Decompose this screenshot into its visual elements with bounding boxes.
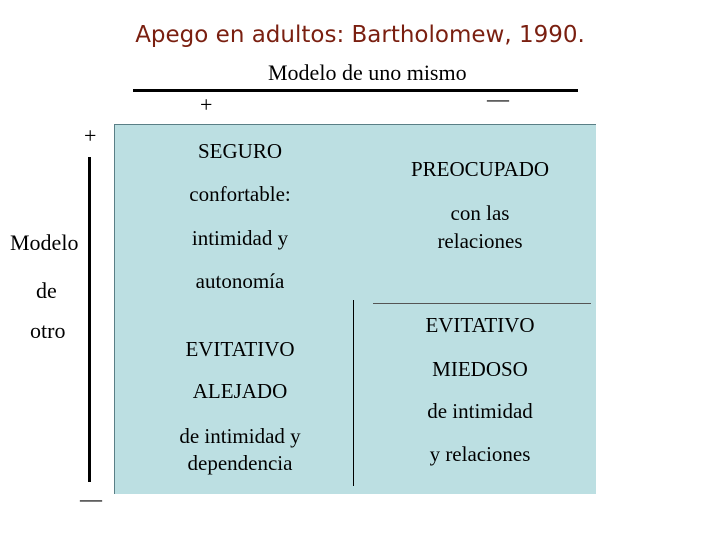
evitativo-miedoso-title: EVITATIVO xyxy=(425,313,535,337)
top-axis-label: Modelo de uno mismo xyxy=(268,60,467,85)
horizontal-divider xyxy=(373,303,591,304)
alejado-subtitle: ALEJADO xyxy=(192,379,288,403)
left-axis-plus: + xyxy=(84,123,97,148)
seguro-title: SEGURO xyxy=(197,139,282,163)
miedoso-line1: de intimidad xyxy=(427,399,533,423)
left-axis-label-line3: otro xyxy=(30,318,66,343)
alejado-line2: dependencia xyxy=(187,451,293,475)
miedoso-subtitle: MIEDOSO xyxy=(432,357,528,381)
top-axis-minus: — xyxy=(487,86,509,111)
preocupado-title: PREOCUPADO xyxy=(410,157,550,181)
top-axis-plus: + xyxy=(200,92,213,117)
evitativo-alejado-title: EVITATIVO xyxy=(185,337,295,361)
slide-title: Apego en adultos: Bartholomew, 1990. xyxy=(135,22,585,48)
preocupado-line1: con las xyxy=(450,201,510,225)
seguro-line2: intimidad y xyxy=(191,226,289,250)
seguro-line1: confortable: xyxy=(189,182,291,206)
preocupado-line2: relaciones xyxy=(437,229,523,253)
left-axis-label-line1: Modelo xyxy=(10,230,79,255)
alejado-line1: de intimidad y xyxy=(179,424,301,448)
seguro-line3: autonomía xyxy=(195,269,285,293)
left-axis-minus: — xyxy=(80,486,102,511)
miedoso-line2: y relaciones xyxy=(429,442,531,466)
left-axis-line xyxy=(88,157,91,482)
left-axis-label-line2: de xyxy=(36,278,57,303)
